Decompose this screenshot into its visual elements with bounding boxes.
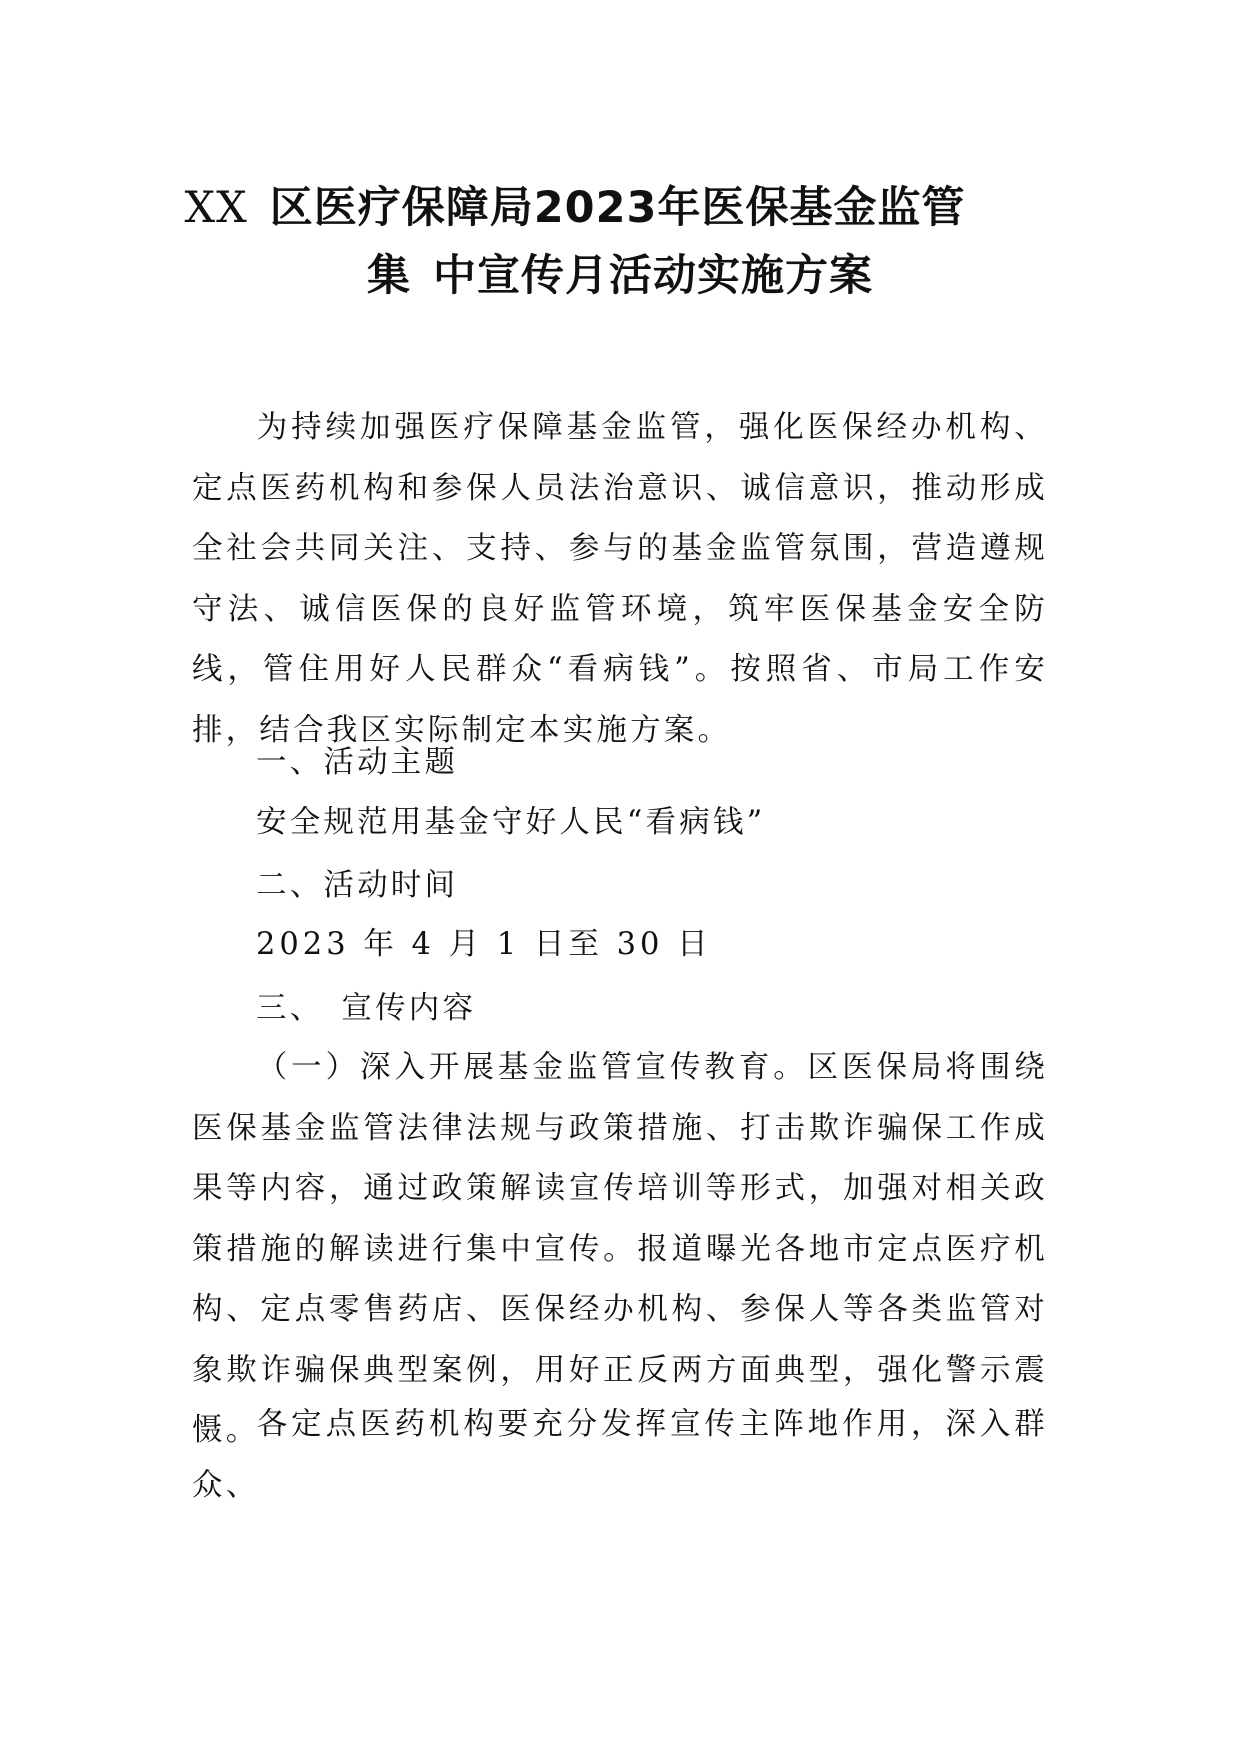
- title-line2-b: 中宣传月活动实施方案: [433, 251, 873, 301]
- title-line2-a: 集: [367, 251, 411, 301]
- section3-number: 三、: [256, 991, 324, 1026]
- section3-heading: [256, 989, 1056, 1029]
- section1-heading: 一、活动主题: [256, 745, 459, 780]
- section3-title: 宣传内容: [341, 991, 477, 1026]
- title-prefix: XX: [184, 183, 248, 233]
- document-title-line-1: [0, 178, 1240, 238]
- title-main: 区医疗保障局2023年医保基金监管: [269, 183, 966, 233]
- section1-content: 安全规范用基金守好人民“看病钱”: [256, 805, 766, 840]
- intro-paragraph: [192, 398, 1048, 761]
- last-paragraph: [192, 1395, 1048, 1516]
- intro-text: 为持续加强医疗保障基金监管，强化医保经办机构、定点医药机构和参保人员法治意识、诚信意识，推动形成全社会共同关注、支持、参与的基金监管氛围，营造遵规守法、诚信医保的良好监管环境，筑牢医保基金安全防线，管住用好人民群众“看病钱”。按照省、市局工作安排，结合我区实际制定本实施方案。: [192, 410, 1048, 748]
- last-paragraph-text: 各定点医药机构要充分发挥宣传主阵地作用，深入群众、: [192, 1407, 1048, 1503]
- section2-heading: 二、活动时间: [256, 868, 459, 903]
- section2-content: 2023 年 4 月 1 日至 30 日: [256, 927, 712, 962]
- item1-text: （一）深入开展基金监管宣传教育。区医保局将围绕医保基金监管法律法规与政策措施、打击欺诈骗保工作成果等内容，通过政策解读宣传培训等形式，加强对相关政策措施的解读进行集中宣传。报道曝光各地市定点医疗机构、定点零售药店、医保经办机构、参保人等各类监管对象欺诈骗保典型案例，用好正反两方面典型，强化警示震慑。: [192, 1050, 1048, 1448]
- document-title-line-2: [0, 246, 1240, 306]
